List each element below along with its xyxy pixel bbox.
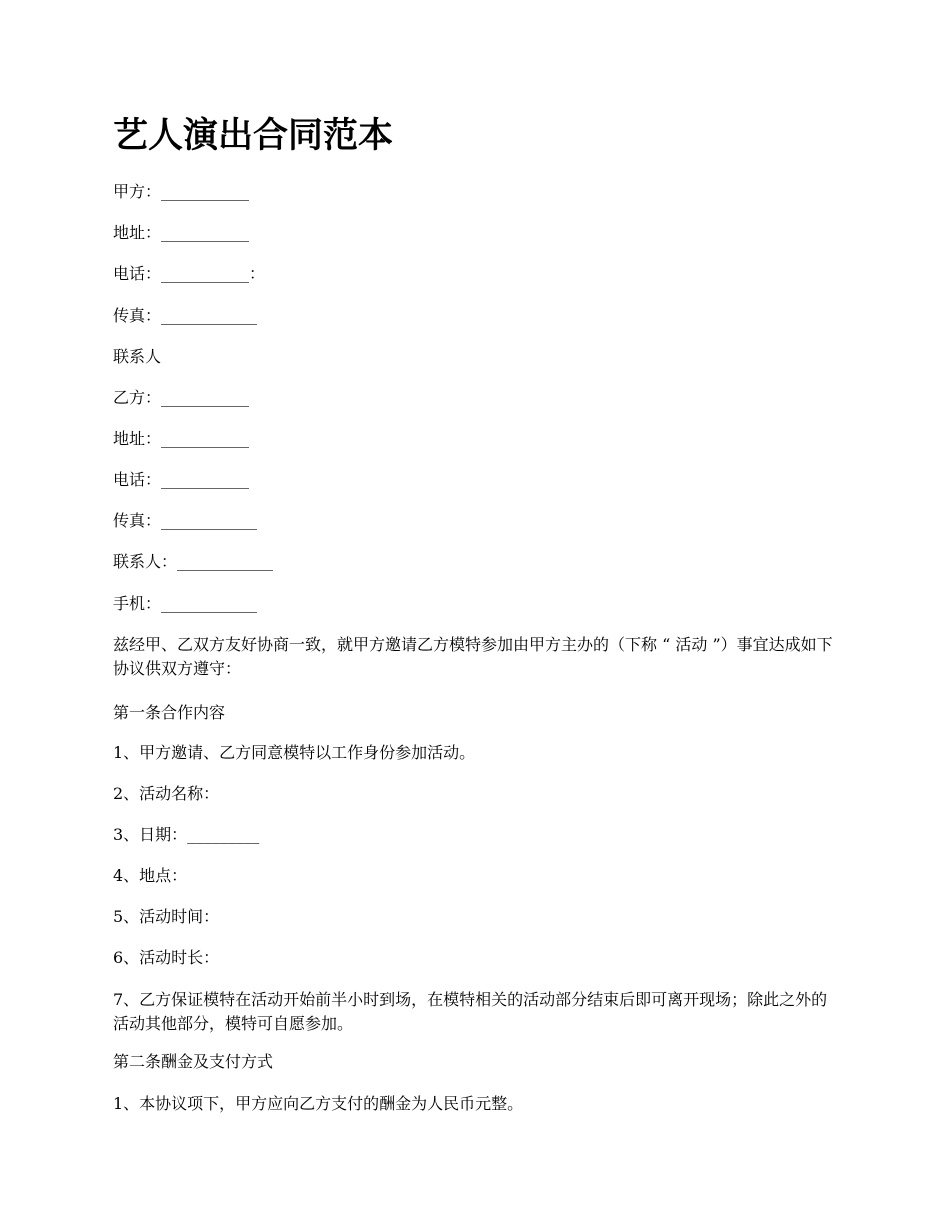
party-b-fax: 传真：____________ xyxy=(113,511,258,530)
article1-item: 1、甲方邀请、乙方同意模特以工作身份参加活动。 xyxy=(113,743,476,762)
party-a-fax: 传真：____________ xyxy=(113,306,258,325)
party-b-mobile: 手机：____________ xyxy=(113,594,258,613)
party-b-name: 乙方：___________ xyxy=(113,388,250,407)
party-a-name: 甲方：___________ xyxy=(113,182,250,201)
document-title: 艺人演出合同范本 xyxy=(113,116,394,156)
article1-item: 7、乙方保证模特在活动开始前半小时到场，在模特相关的活动部分结束后即可离开现场；除此之外的活动其他部分，模特可自愿参加。 xyxy=(113,990,828,1033)
article1-item: 5、活动时间： xyxy=(113,907,220,926)
article2-item: 1、本协议项下，甲方应向乙方支付的酬金为人民币元整。 xyxy=(113,1094,524,1113)
article1-item: 2、活动名称： xyxy=(113,784,220,803)
intro-paragraph: 兹经甲、乙双方友好协商一致，就甲方邀请乙方模特参加由甲方主办的（下称 “ 活动 ”）事宜达成如下协议供双方遵守： xyxy=(113,635,833,678)
article1-item: 6、活动时长： xyxy=(113,948,220,967)
party-b-phone: 电话：___________ xyxy=(113,470,250,489)
party-b-address: 地址：___________ xyxy=(113,429,250,448)
article1-item: 3、日期：_________ xyxy=(113,825,260,844)
article2-heading: 第二条酬金及支付方式 xyxy=(113,1052,274,1071)
party-a-address: 地址：___________ xyxy=(113,223,250,242)
party-a-contact: 联系人 xyxy=(113,347,162,366)
party-a-phone: 电话：___________： xyxy=(113,264,266,283)
party-b-contact: 联系人：____________ xyxy=(113,552,274,571)
article1-item: 4、地点： xyxy=(113,866,188,885)
article1-heading: 第一条合作内容 xyxy=(113,703,226,722)
